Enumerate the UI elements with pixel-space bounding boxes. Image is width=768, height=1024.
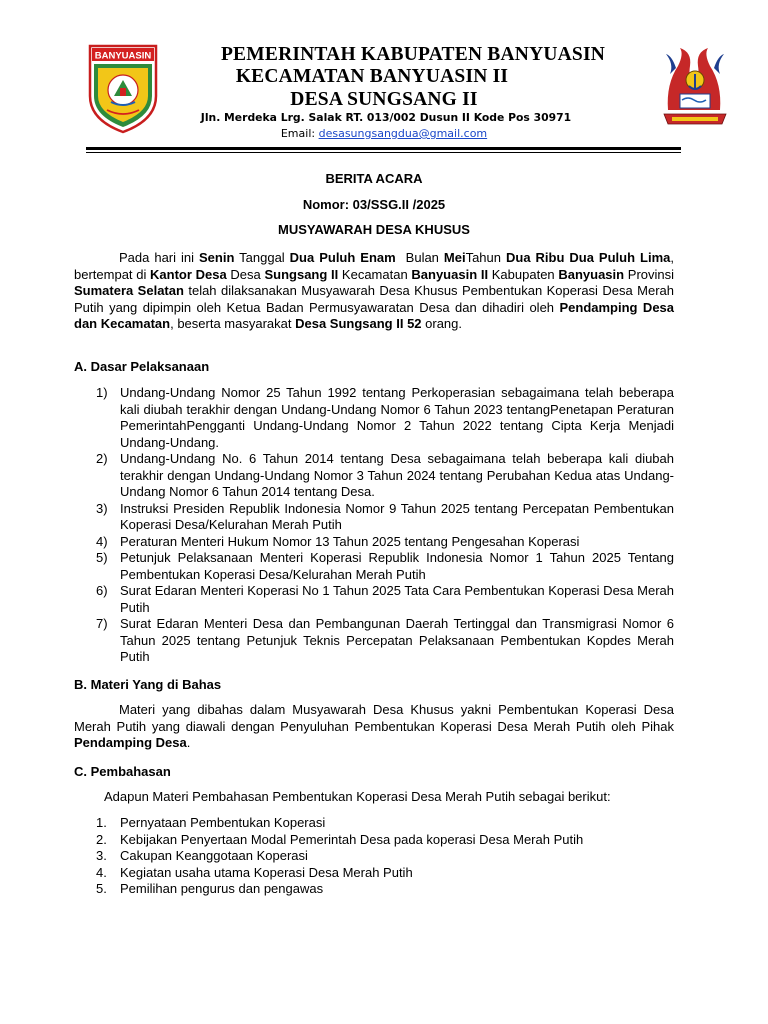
list-item: 1) Undang-Undang Nomor 25 Tahun 1992 tentang Perkoperasian sebagaimana telah beberapa kali diubah terakhir dengan Undang-Undang Nomor 6 Tahun 2023 tentangPenetapan Peraturan PemerintahPengganti Undang-Undang Nomor 2 Tahun 2022 tentang Cipta Kerja Menjadi Undang-Undang. <box>96 385 674 450</box>
list-item: 4) Peraturan Menteri Hukum Nomor 13 Tahun 2025 tentang Pengesahan Koperasi <box>96 533 580 549</box>
document-type-title: BERITA ACARA <box>325 171 423 186</box>
list-item: 3. Cakupan Keanggotaan Koperasi <box>96 848 308 863</box>
list-item: 5) Petunjuk Pelaksanaan Menteri Koperasi Republik Indonesia Nomor 1 Tahun 2025 Tentang Pembentukan Koperasi Desa/Kelurahan Merah Putih <box>96 550 674 582</box>
section-b-paragraph: Materi yang dibahas dalam Musyawarah Desa Khusus yakni Pembentukan Koperasi Desa Merah Putih yang diawali dengan Penyuluhan Pembentukan Koperasi Desa Merah Putih oleh Pihak Pendamping Desa. <box>74 702 674 750</box>
document-number: Nomor: 03/SSG.II /2025 <box>302 197 446 212</box>
document-subject: MUSYAWARAH DESA KHUSUS <box>278 222 470 237</box>
list-item: 3) Instruksi Presiden Republik Indonesia Nomor 9 Tahun 2025 tentang Percepatan Pembentukan Koperasi Desa/Kelurahan Merah Putih <box>96 500 674 532</box>
letterhead-rule-thick <box>86 147 681 150</box>
list-item: 1. Pernyataan Pembentukan Koperasi <box>96 815 326 830</box>
village-crest-icon <box>658 44 732 130</box>
section-c-heading: C. Pembahasan <box>74 764 171 779</box>
letterhead-line-3: DESA SUNGSANG II <box>290 89 478 110</box>
list-item: 6) Surat Edaran Menteri Koperasi No 1 Tahun 2025 Tata Cara Pembentukan Koperasi Desa Merah Putih <box>96 583 674 615</box>
letterhead-email <box>0 127 768 141</box>
list-item: 4. Kegiatan usaha utama Koperasi Desa Merah Putih <box>96 864 413 880</box>
opening-paragraph: Pada hari ini Senin Tanggal Dua Puluh Enam Bulan MeiTahun Dua Ribu Dua Puluh Lima, bertempat di Kantor Desa Desa Sungsang II Kecamatan Banyuasin II Kabupaten Banyuasin Provinsi Sumatera Selatan telah dilaksanakan Musyawarah Desa Khusus Pembentukan Koperasi Desa Merah Putih yang dipimpin oleh Ketua Badan Permusyawaratan Desa dan dihadiri oleh Pendamping Desa dan Kecamatan, beserta masyarakat Desa Sungsang II 52 orang. <box>74 250 675 331</box>
svg-text:BANYUASIN: BANYUASIN <box>94 50 152 62</box>
list-item: 5. Pemilihan pengurus dan pengawas <box>96 881 324 896</box>
list-item: 2) Undang-Undang No. 6 Tahun 2014 tentang Desa sebagaimana telah beberapa kali diubah terakhir dengan Undang-Undang Nomor 3 Tahun 2024 tentang Perubahan Kedua atas Undang-Undang Nomor 6 Tahun 2014 tentang Desa. <box>96 451 674 499</box>
email-label: Email: <box>280 127 319 140</box>
section-a-heading: A. Dasar Pelaksanaan <box>74 359 210 374</box>
list-item: 7) Surat Edaran Menteri Desa dan Pembangunan Daerah Tertinggal dan Transmigrasi Nomor 6 Tahun 2025 tentang Petunjuk Teknis Percepatan Pelaksanaan Pembentukan Kopdes Merah Putih <box>96 616 674 664</box>
section-c-intro: Adapun Materi Pembahasan Pembentukan Koperasi Desa Merah Putih sebagai berikut: <box>104 789 611 804</box>
section-a-list <box>74 385 674 666</box>
section-c-list <box>74 815 674 898</box>
letterhead-line-1: PEMERINTAH KABUPATEN BANYUASIN <box>220 44 606 65</box>
letterhead-rule-thin <box>86 152 681 153</box>
email-link[interactable]: desasungsangdua@gmail.com <box>318 127 488 140</box>
section-b-heading: B. Materi Yang di Bahas <box>74 677 222 692</box>
letterhead-line-2: KECAMATAN BANYUASIN II <box>235 66 509 87</box>
letterhead-address: Jln. Merdeka Lrg. Salak RT. 013/002 Dusun II Kode Pos 30971 <box>200 111 572 124</box>
list-item: 2. Kebijakan Penyertaan Modal Pemerintah Desa pada koperasi Desa Merah Putih <box>96 831 584 847</box>
